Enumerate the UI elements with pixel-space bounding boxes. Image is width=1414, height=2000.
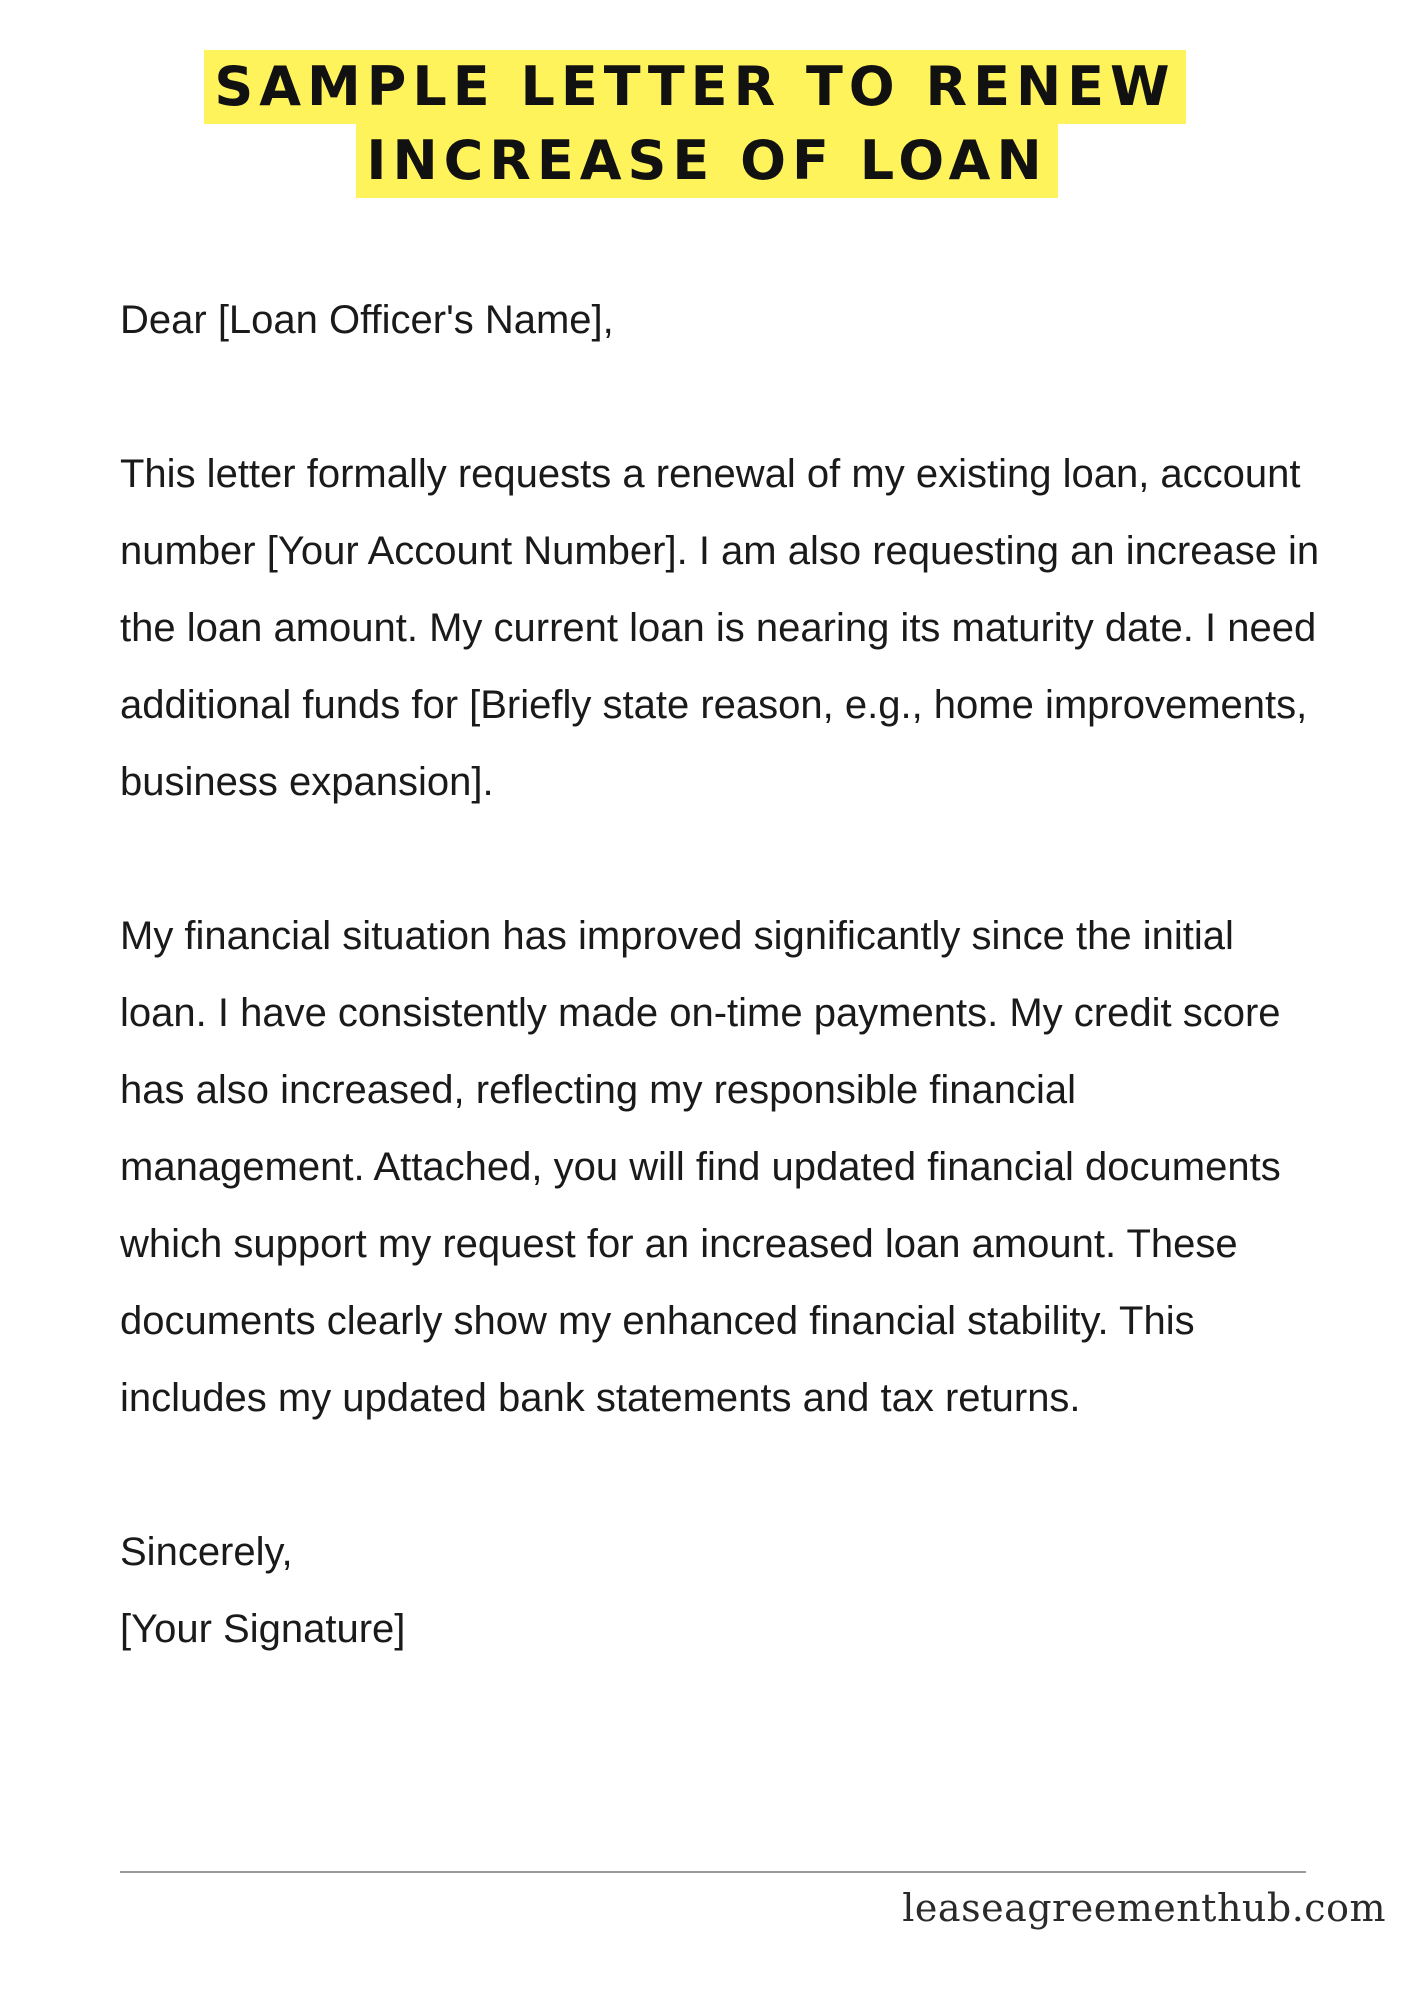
signature-placeholder: [Your Signature] (120, 1607, 406, 1651)
salutation: Dear [Loan Officer's Name], (120, 298, 614, 342)
title-line-1: SAMPLE LETTER TO RENEW (204, 50, 1185, 124)
letter-body (120, 282, 1320, 1668)
brand-watermark: leaseagreementhub.com (902, 1886, 1386, 1930)
title-line-2: INCREASE OF LOAN (356, 124, 1057, 198)
closing: Sincerely, (120, 1530, 293, 1574)
paragraph-1: This letter formally requests a renewal of my existing loan, account number [Your Account Number]. I am also requesting an increase in the loan amount. My current loan is nearing its maturity date. I need additional funds for [Briefly state reason, e.g., home improvements, business expansion]. (120, 452, 1320, 804)
paragraph-2: My financial situation has improved significantly since the initial loan. I have consistently made on-time payments. My credit score has also increased, reflecting my responsible financial management. Attached, you will find updated financial documents which support my request for an increased loan amount. These documents clearly show my enhanced financial stability. This includes my updated bank statements and tax returns. (120, 914, 1281, 1420)
page-title (0, 50, 1414, 198)
footer-divider (120, 1871, 1306, 1873)
